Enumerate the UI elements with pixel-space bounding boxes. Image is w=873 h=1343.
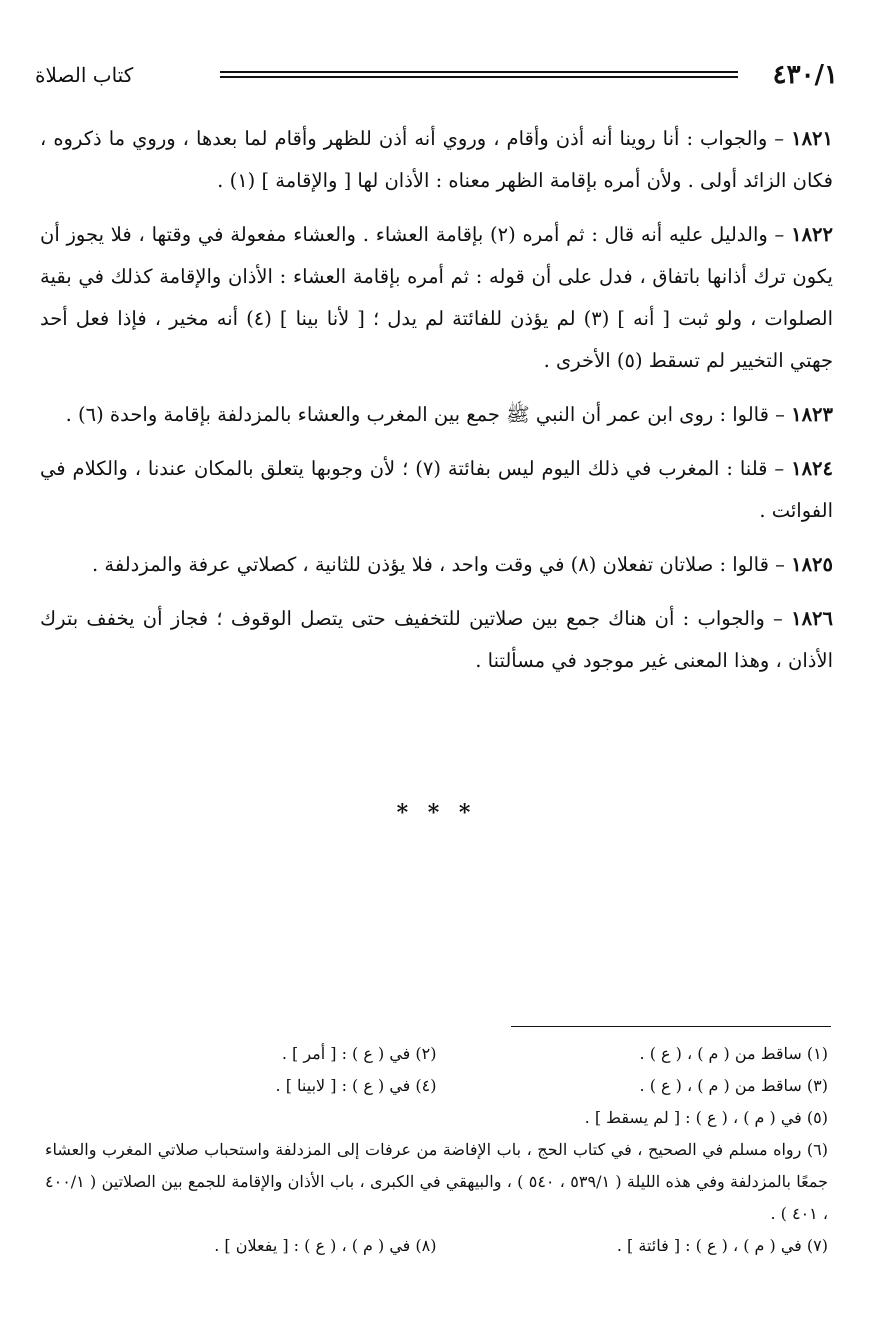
- paragraph-number: ١٨٢٢: [791, 223, 833, 246]
- paragraph-text: – قالوا : صلاتان تفعلان (٨) في وقت واحد ، فلا يؤذن للثانية ، كصلاتي عرفة والمزدلفة .: [92, 553, 792, 576]
- footnote-2: (٢) في ( ع ) : [ أمر ] .: [281, 1044, 437, 1063]
- footnote-1: (١) ساقط من ( م ) ، ( ع ) .: [639, 1044, 828, 1063]
- paragraph-1824: [40, 448, 833, 532]
- footnotes: [45, 1038, 828, 1262]
- paragraph-text: – والدليل عليه أنه قال : ثم أمره (٢) بإقامة العشاء . والعشاء مفعولة في وقتها ، فلا يجوز أن يكون ترك أذانها باتفاق ، فدل على أن قوله : ثم أمره بإقامة العشاء : الأذان والإقامة كذلك في بقية الصلوات ، ولو ثبت [ أنه ] (٣) لم يؤذن للفائتة لم يدل ؛ [ لأنا بينا ] (٤) أنه مخير ، فإذا فعل أحد جهتي التخيير لم تسقط (٥) الأخرى .: [40, 223, 833, 372]
- page-number: ٤٣٠/١: [772, 60, 838, 90]
- paragraph-1826: [40, 598, 833, 682]
- paragraph-number: ١٨٢٥: [791, 553, 833, 576]
- paragraph-number: ١٨٢٦: [791, 607, 833, 630]
- paragraph-1821: [40, 118, 833, 202]
- paragraph-1823: [40, 394, 833, 436]
- page-header: [35, 58, 838, 92]
- footnote-rule: [511, 1026, 831, 1027]
- footnote-row: [45, 1070, 828, 1102]
- footnote-8: (٨) في ( م ) ، ( ع ) : [ يفعلان ] .: [214, 1236, 437, 1255]
- section-separator: * * *: [396, 800, 477, 826]
- paragraph-text: – والجواب : أنا روينا أنه أذن وأقام ، وروي أنه أذن للظهر وأقام لما بعدها ، وروي ما ذكروه ، فكان الزائد أولى . ولأن أمره بإقامة الظهر معناه : الأذان لها [ والإقامة ] (١) .: [40, 127, 833, 192]
- footnote-row: [45, 1038, 828, 1070]
- paragraph-number: ١٨٢٤: [791, 457, 833, 480]
- footnote-6: (٦) رواه مسلم في الصحيح ، في كتاب الحج ، باب الإفاضة من عرفات إلى المزدلفة واستحباب صلاتي المغرب والعشاء جمعًا بالمزدلفة وفي هذه الليلة ( ٥٣٩/١ ، ٥٤٠ ) ، والبيهقي في الكبرى ، باب الأذان والإقامة للجمع بين الصلاتين ( ٤٠٠/١ ، ٤٠١ ) .: [45, 1140, 828, 1223]
- footnote-row: [45, 1102, 828, 1134]
- paragraph-1822: [40, 214, 833, 382]
- main-text: [40, 118, 833, 694]
- footnote-3: (٣) ساقط من ( م ) ، ( ع ) .: [639, 1076, 828, 1095]
- footnote-row: [45, 1230, 828, 1262]
- paragraph-number: ١٨٢٣: [791, 403, 833, 426]
- footnote-7: (٧) في ( م ) ، ( ع ) : [ فائتة ] .: [616, 1236, 828, 1255]
- paragraph-text: – والجواب : أن هناك جمع بين صلاتين للتخفيف حتى يتصل الوقوف ؛ فجاز أن يخفف بترك الأذان ، وهذا المعنى غير موجود في مسألتنا .: [40, 607, 833, 672]
- footnote-5: (٥) في ( م ) ، ( ع ) : [ لم يسقط ] .: [584, 1108, 828, 1127]
- paragraph-text: – قالوا : روى ابن عمر أن النبي ﷺ جمع بين المغرب والعشاء بالمزدلفة بإقامة واحدة (٦) .: [65, 403, 792, 426]
- footnote-4: (٤) في ( ع ) : [ لابينا ] .: [275, 1076, 437, 1095]
- book-title: كتاب الصلاة: [35, 63, 134, 87]
- header-rule: [220, 71, 738, 78]
- paragraph-1825: [40, 544, 833, 586]
- paragraph-number: ١٨٢١: [791, 127, 833, 150]
- paragraph-text: – قلنا : المغرب في ذلك اليوم ليس بفائتة (٧) ؛ لأن وجوبها يتعلق بالمكان عندنا ، والكلام في الفوائت .: [40, 457, 833, 522]
